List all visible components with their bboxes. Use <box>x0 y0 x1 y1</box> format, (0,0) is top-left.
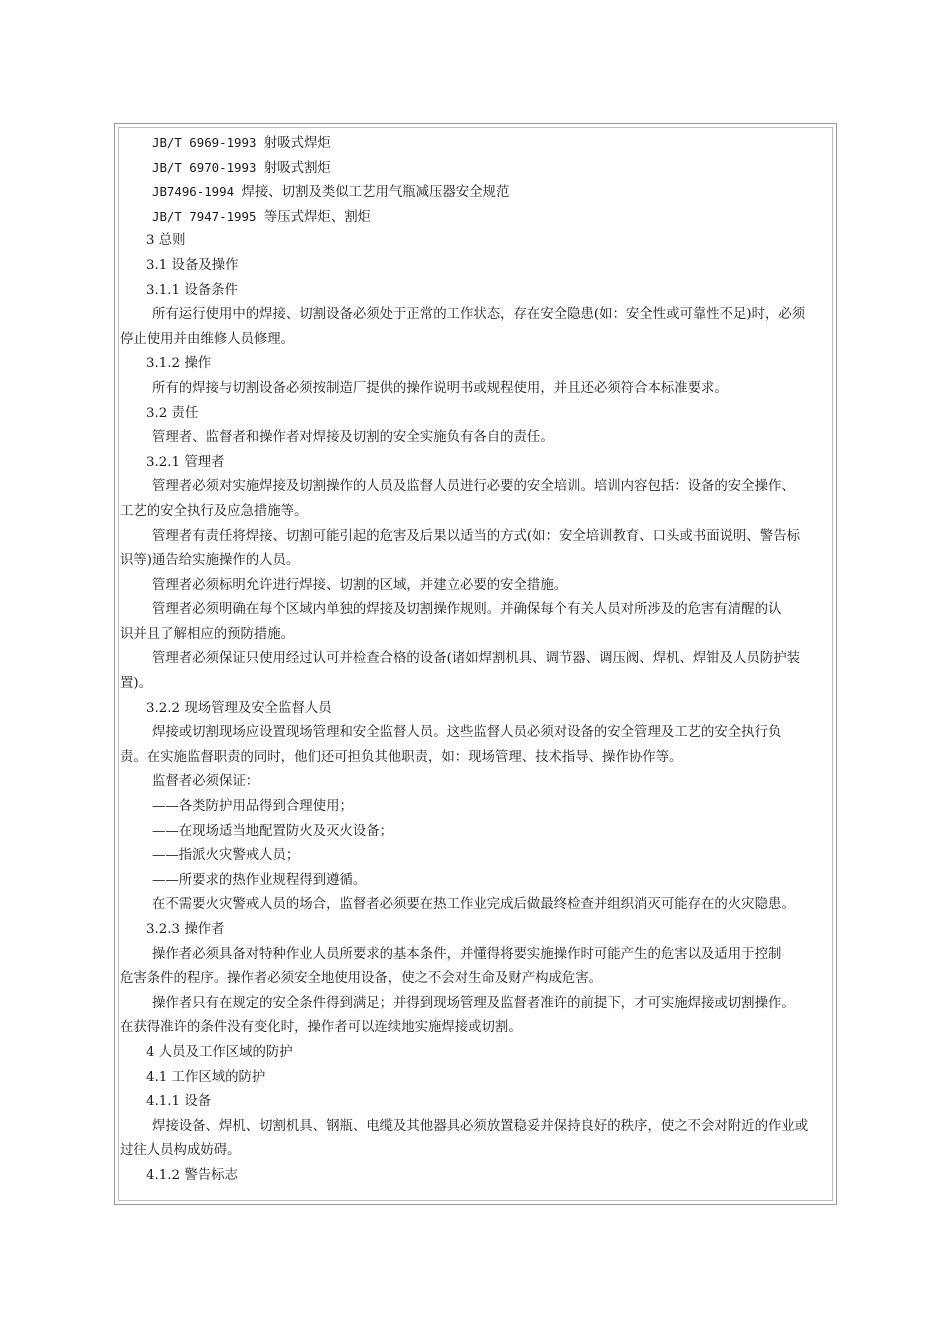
paragraph-line: 管理者有责任将焊接、切割可能引起的危害及后果以适当的方式(如：安全培训教育、口头或书面说明、警告标 <box>152 528 800 544</box>
paragraph-line: 操作者只有在规定的安全条件得到满足；并得到现场管理及监督者准许的前提下，才可实施焊接或切割操作。 <box>152 995 795 1011</box>
paragraph-line: 监督者必须保证： <box>152 774 260 790</box>
standard-code: JB/T 6969-1993 <box>152 135 257 150</box>
standard-title: 射吸式割炬 <box>263 160 331 176</box>
paragraph-line: ——指派火灾警戒人员； <box>152 848 300 864</box>
paragraph-line: 所有的焊接与切割设备必须按制造厂提供的操作说明书或规程使用，并且还必须符合本标准要求。 <box>152 380 728 396</box>
standard-reference <box>120 180 832 205</box>
paragraph-line: 管理者必须明确在每个区域内单独的焊接及切割操作规则。并确保每个有关人员对所涉及的危害有清醒的认 <box>152 602 782 618</box>
section-heading: 3.1.2 操作 <box>146 356 212 372</box>
paragraph-line: 置)。 <box>120 676 153 692</box>
standard-title: 射吸式焊炬 <box>263 136 331 151</box>
section-heading: 3.1 设备及操作 <box>146 257 239 273</box>
section-heading: 4.1 工作区域的防护 <box>146 1069 266 1085</box>
section-heading: 3.2.3 操作者 <box>146 922 225 937</box>
standard-code: JB7496-1994 <box>152 184 235 200</box>
paragraph-line: 管理者必须标明允许进行焊接、切割的区域，并建立必要的安全措施。 <box>152 577 568 593</box>
body-lines <box>120 229 832 1188</box>
section-heading: 4.1.2 警告标志 <box>146 1167 238 1183</box>
section-heading: 3.2 责任 <box>146 405 199 421</box>
paragraph-line: 管理者、监督者和操作者对焊接及切割的安全实施负有各自的责任。 <box>152 430 554 446</box>
paragraph-line: 停止使用并由维修人员修理。 <box>120 331 295 347</box>
paragraph-line: 焊接设备、焊机、切割机具、钢瓶、电缆及其他器具必须放置稳妥并保持良好的秩序，使之不会对附近的作业或 <box>152 1118 809 1134</box>
paragraph-line: 识等)通告给实施操作的人员。 <box>120 553 300 569</box>
section-heading: 3.2.2 现场管理及安全监督人员 <box>146 700 332 716</box>
paragraph-line: ——在现场适当地配置防火及灭火设备； <box>152 823 394 839</box>
section-heading: 4 人员及工作区域的防护 <box>146 1044 293 1060</box>
standard-title: 焊接、切割及类似工艺用气瓶减压器安全规范 <box>241 185 510 201</box>
paragraph-line: 管理者必须对实施焊接及切割操作的人员及监督人员进行必要的安全培训。培训内容包括：设备的安全操作、 <box>152 479 795 495</box>
standard-code: JB/T 6970-1993 <box>152 159 257 175</box>
paragraph-line: 在不需要火灾警戒人员的场合，监督者必须要在热工作业完成后做最终检查并组织消灭可能存在的火灾隐患。 <box>152 897 795 913</box>
document-body <box>120 131 832 1189</box>
standard-title: 等压式焊炬、割炬 <box>263 209 372 225</box>
paragraph-line: 在获得准许的条件没有变化时，操作者可以连续地实施焊接或切割。 <box>120 1020 522 1036</box>
paragraph-line: 所有运行使用中的焊接、切割设备必须处于正常的工作状态，存在安全隐患(如：安全性或可靠性不足)时，必须 <box>152 307 806 323</box>
section-heading: 4.1.1 设备 <box>146 1094 212 1110</box>
standard-reference <box>120 205 832 230</box>
standard-reference <box>120 156 832 181</box>
paragraph-line: 焊接或切割现场应设置现场管理和安全监督人员。这些监督人员必须对设备的安全管理及工艺的安全执行负 <box>152 725 782 741</box>
paragraph-line: 操作者必须具备对特种作业人员所要求的基本条件，并懂得将要实施操作时可能产生的危害以及适用于控制 <box>152 946 782 962</box>
standard-code: JB/T 7947-1995 <box>152 208 257 224</box>
standard-reference <box>120 131 832 156</box>
section-heading: 3.2.1 管理者 <box>146 454 225 470</box>
paragraph-line: 工艺的安全执行及应急措施等。 <box>120 503 308 519</box>
paragraph-line: ——各类防护用品得到合理使用； <box>152 799 353 815</box>
paragraph-line: 识并且了解相应的预防措施。 <box>120 626 295 642</box>
paragraph-line: ——所要求的热作业规程得到遵循。 <box>152 872 367 888</box>
paragraph-line: 危害条件的程序。操作者必须安全地使用设备，使之不会对生命及财产构成危害。 <box>120 971 603 987</box>
section-heading: 3 总则 <box>146 233 186 249</box>
paragraph-line: 责。在实施监督职责的同时，他们还可担负其他职责，如：现场管理、技术指导、操作协作等。 <box>120 749 683 765</box>
paragraph-line: 管理者必须保证只使用经过认可并检查合格的设备(诸如焊割机具、调节器、调压阀、焊机、焊钳及人员防护装 <box>152 651 800 667</box>
section-heading: 3.1.1 设备条件 <box>146 282 238 298</box>
paragraph-line: 过往人员构成妨碍。 <box>120 1143 241 1159</box>
